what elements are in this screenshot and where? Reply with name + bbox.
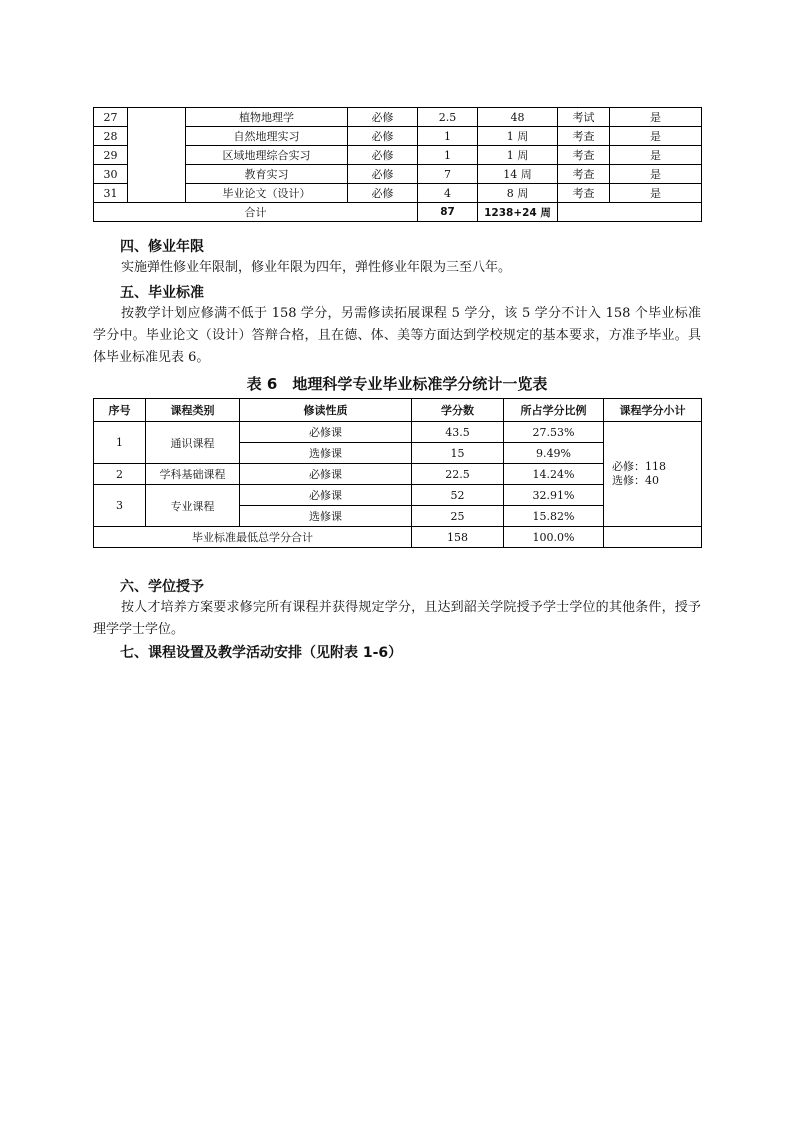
course-nature: 必修 bbox=[348, 184, 418, 203]
nature-cell: 选修课 bbox=[240, 506, 412, 527]
table-header-row bbox=[94, 399, 702, 422]
credits-cell: 43.5 bbox=[412, 422, 504, 443]
nature-cell: 必修课 bbox=[240, 464, 412, 485]
row-number: 29 bbox=[94, 146, 128, 165]
empty-cell bbox=[604, 527, 702, 548]
ratio-cell: 32.91% bbox=[504, 485, 604, 506]
table-row bbox=[94, 422, 702, 443]
row-number: 27 bbox=[94, 108, 128, 127]
exam-type: 考查 bbox=[558, 184, 610, 203]
course-name: 毕业论文（设计） bbox=[186, 184, 348, 203]
core-flag: 是 bbox=[610, 108, 702, 127]
course-name: 区域地理综合实习 bbox=[186, 146, 348, 165]
ratio-cell: 9.49% bbox=[504, 443, 604, 464]
core-flag: 是 bbox=[610, 184, 702, 203]
table-6-caption: 表 6 地理科学专业毕业标准学分统计一览表 bbox=[246, 375, 548, 393]
section-6-title: 六、学位授予 bbox=[120, 579, 204, 595]
table-total-row bbox=[94, 527, 702, 548]
header-ratio: 所占学分比例 bbox=[504, 399, 604, 422]
credits-cell: 22.5 bbox=[412, 464, 504, 485]
row-number: 28 bbox=[94, 127, 128, 146]
group-category: 通识课程 bbox=[146, 422, 240, 464]
credits-cell: 25 bbox=[412, 506, 504, 527]
group-number: 3 bbox=[94, 485, 146, 527]
subtotal-elective: 选修：40 bbox=[612, 474, 659, 487]
course-hours: 14 周 bbox=[478, 165, 558, 184]
row-number: 30 bbox=[94, 165, 128, 184]
course-table-continued bbox=[93, 107, 702, 222]
course-hours: 1 周 bbox=[478, 146, 558, 165]
credits-cell: 15 bbox=[412, 443, 504, 464]
course-hours: 1 周 bbox=[478, 127, 558, 146]
header-credits: 学分数 bbox=[412, 399, 504, 422]
group-number: 1 bbox=[94, 422, 146, 464]
course-nature: 必修 bbox=[348, 165, 418, 184]
header-subtotal: 课程学分小计 bbox=[604, 399, 702, 422]
course-name: 自然地理实习 bbox=[186, 127, 348, 146]
exam-type: 考查 bbox=[558, 165, 610, 184]
ratio-cell: 15.82% bbox=[504, 506, 604, 527]
core-flag: 是 bbox=[610, 165, 702, 184]
course-name: 植物地理学 bbox=[186, 108, 348, 127]
group-number: 2 bbox=[94, 464, 146, 485]
section-4-title: 四、修业年限 bbox=[120, 239, 204, 255]
subtotal-cell bbox=[604, 422, 702, 527]
total-ratio: 100.0% bbox=[504, 527, 604, 548]
course-credits: 7 bbox=[418, 165, 478, 184]
section-5-text: 按教学计划应修满不低于 158 学分，另需修读拓展课程 5 学分，该 5 学分不计入 158 个毕业标准学分中。毕业论文（设计）答辩合格，且在德、体、美等方面达到学校规定的基本要求，方准予毕业。具体毕业标准见表 6。 bbox=[93, 306, 701, 365]
row-number: 31 bbox=[94, 184, 128, 203]
course-nature: 必修 bbox=[348, 127, 418, 146]
course-credits: 1 bbox=[418, 146, 478, 165]
group-category: 专业课程 bbox=[146, 485, 240, 527]
empty-cell bbox=[558, 203, 702, 222]
course-nature: 必修 bbox=[348, 108, 418, 127]
section-6-text: 按人才培养方案要求修完所有课程并获得规定学分，且达到韶关学院授予学士学位的其他条件，授予理学学士学位。 bbox=[93, 600, 701, 637]
total-label: 毕业标准最低总学分合计 bbox=[94, 527, 412, 548]
nature-cell: 必修课 bbox=[240, 485, 412, 506]
total-label: 合计 bbox=[94, 203, 418, 222]
nature-cell: 选修课 bbox=[240, 443, 412, 464]
header-nature: 修读性质 bbox=[240, 399, 412, 422]
graduation-credit-table bbox=[93, 398, 702, 548]
header-category: 课程类别 bbox=[146, 399, 240, 422]
exam-type: 考查 bbox=[558, 127, 610, 146]
nature-cell: 必修课 bbox=[240, 422, 412, 443]
ratio-cell: 27.53% bbox=[504, 422, 604, 443]
ratio-cell: 14.24% bbox=[504, 464, 604, 485]
course-credits: 2.5 bbox=[418, 108, 478, 127]
course-name: 教育实习 bbox=[186, 165, 348, 184]
group-category: 学科基础课程 bbox=[146, 464, 240, 485]
table-row bbox=[94, 108, 702, 127]
subtotal-required: 必修：118 bbox=[612, 460, 666, 473]
total-credits: 87 bbox=[418, 203, 478, 222]
total-hours: 1238+24 周 bbox=[478, 203, 558, 222]
header-number: 序号 bbox=[94, 399, 146, 422]
course-credits: 1 bbox=[418, 127, 478, 146]
exam-type: 考试 bbox=[558, 108, 610, 127]
course-credits: 4 bbox=[418, 184, 478, 203]
core-flag: 是 bbox=[610, 146, 702, 165]
exam-type: 考查 bbox=[558, 146, 610, 165]
table-row bbox=[94, 165, 702, 184]
core-flag: 是 bbox=[610, 127, 702, 146]
table-row bbox=[94, 127, 702, 146]
table-row bbox=[94, 146, 702, 165]
section-4-text: 实施弹性修业年限制，修业年限为四年，弹性修业年限为三至八年。 bbox=[121, 260, 512, 275]
section-5-title: 五、毕业标准 bbox=[120, 285, 204, 301]
credits-cell: 52 bbox=[412, 485, 504, 506]
table-row bbox=[94, 184, 702, 203]
total-credits: 158 bbox=[412, 527, 504, 548]
table-total-row bbox=[94, 203, 702, 222]
course-nature: 必修 bbox=[348, 146, 418, 165]
course-hours: 48 bbox=[478, 108, 558, 127]
category-cell bbox=[128, 108, 186, 203]
section-7-title: 七、课程设置及教学活动安排（见附表 1-6） bbox=[120, 645, 403, 661]
course-hours: 8 周 bbox=[478, 184, 558, 203]
